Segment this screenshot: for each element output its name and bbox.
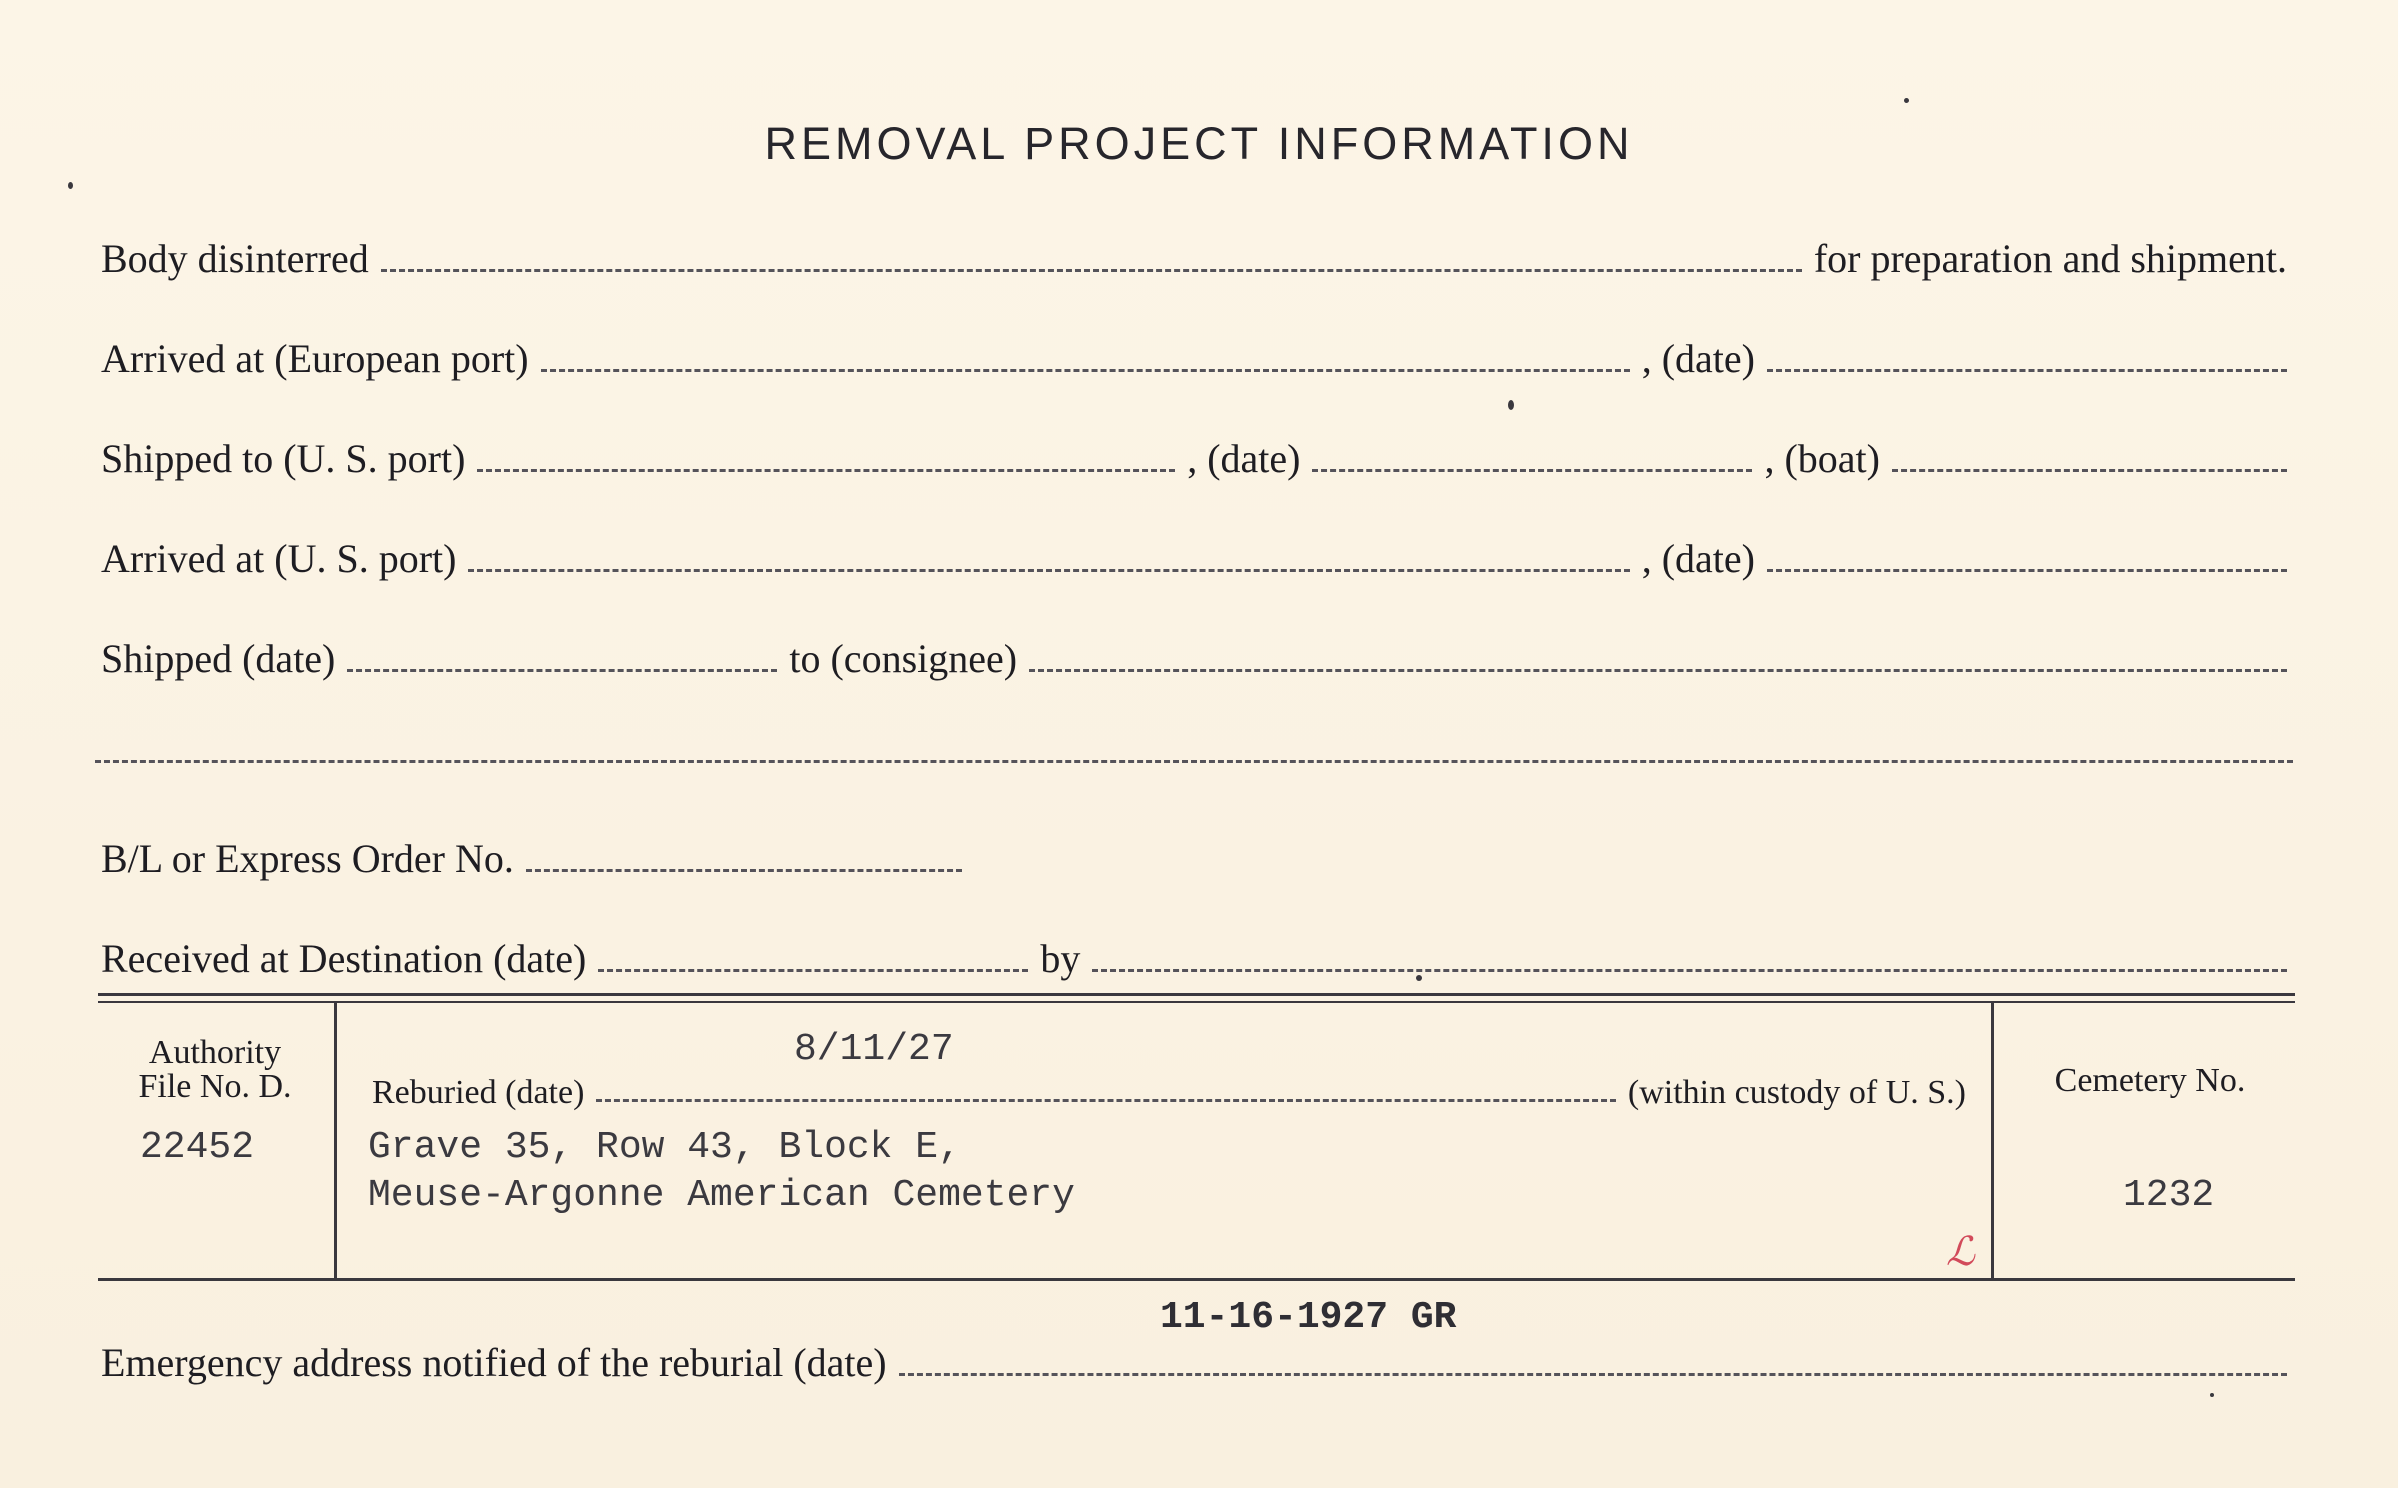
shipped-us-label: Shipped to (U. S. port) xyxy=(101,436,466,481)
paper-speck xyxy=(2210,1393,2214,1397)
arrived-us-port-line[interactable] xyxy=(468,569,1629,572)
box-top-rule-inner xyxy=(98,1001,2295,1003)
paper-speck xyxy=(1904,98,1909,103)
row-arrived-us xyxy=(95,522,2293,582)
box-divider-right xyxy=(1991,1003,1994,1278)
reburied-date-line[interactable] xyxy=(596,1099,1616,1102)
arrived-european-date-label: , (date) xyxy=(1641,336,1755,381)
shipped-us-boat-label: , (boat) xyxy=(1764,436,1880,481)
arrived-european-port-line[interactable] xyxy=(541,369,1630,372)
row-received xyxy=(95,922,2293,982)
box-divider-left xyxy=(334,1003,337,1278)
shipped-us-boat-line[interactable] xyxy=(1892,469,2287,472)
received-date-line[interactable] xyxy=(598,969,1028,972)
box-top-rule xyxy=(98,993,2295,996)
received-by-label: by xyxy=(1040,936,1081,981)
row-shipped-us xyxy=(95,422,2293,482)
body-disinterred-label: Body disinterred xyxy=(101,236,369,281)
authority-label-line2: File No. D. xyxy=(138,1068,292,1105)
shipped-us-date-label: , (date) xyxy=(1187,436,1301,481)
received-by-line[interactable] xyxy=(1092,969,2287,972)
authority-label xyxy=(110,1036,320,1104)
consignee-line[interactable] xyxy=(1029,669,2287,672)
arrived-european-date-line[interactable] xyxy=(1767,369,2287,372)
paper-speck xyxy=(1416,975,1422,981)
bl-order-line[interactable] xyxy=(526,869,962,872)
row-body-disinterred xyxy=(95,222,2293,282)
page-title: REMOVAL PROJECT INFORMATION xyxy=(764,118,1634,169)
cemetery-number: 1232 xyxy=(2123,1174,2215,1217)
authority-file-number: 22452 xyxy=(140,1126,255,1169)
row-shipped-date xyxy=(95,622,2293,682)
consignee-continuation-line[interactable] xyxy=(95,760,2293,763)
arrived-european-label: Arrived at (European port) xyxy=(101,336,529,381)
cemetery-label: Cemetery No. xyxy=(2054,1062,2246,1099)
row-bl-order xyxy=(95,822,968,882)
reburied-date-value: 8/11/27 xyxy=(794,1028,954,1071)
authority-label-line1: Authority xyxy=(148,1034,282,1071)
row-emergency xyxy=(95,1326,2293,1386)
custody-label: (within custody of U. S.) xyxy=(1627,1074,1966,1111)
emergency-date-value: 11-16-1927 GR xyxy=(1160,1296,1457,1339)
consignee-label: to (consignee) xyxy=(789,636,1018,681)
paper-speck xyxy=(68,182,73,189)
bl-order-label: B/L or Express Order No. xyxy=(101,836,514,881)
received-label: Received at Destination (date) xyxy=(101,936,587,981)
reburied-label: Reburied (date) xyxy=(372,1074,585,1111)
arrived-us-label: Arrived at (U. S. port) xyxy=(101,536,457,581)
shipped-us-date-line[interactable] xyxy=(1312,469,1752,472)
grave-location-line2: Meuse-Argonne American Cemetery xyxy=(368,1174,1075,1217)
shipped-date-line[interactable] xyxy=(347,669,777,672)
grave-location-line1: Grave 35, Row 43, Block E, xyxy=(368,1126,961,1169)
row-reburied xyxy=(366,1052,1972,1112)
box-bottom-rule xyxy=(98,1278,2295,1281)
body-disinterred-suffix: for preparation and shipment. xyxy=(1813,236,2287,281)
row-arrived-european xyxy=(95,322,2293,382)
shipped-us-port-line[interactable] xyxy=(477,469,1175,472)
arrived-us-date-line[interactable] xyxy=(1767,569,2287,572)
handwritten-initial: ℒ xyxy=(1946,1229,1975,1274)
arrived-us-date-label: , (date) xyxy=(1641,536,1755,581)
paper-speck xyxy=(1508,400,1514,410)
emergency-date-line[interactable] xyxy=(899,1373,2287,1376)
body-disinterred-line[interactable] xyxy=(381,269,1802,272)
emergency-label: Emergency address notified of the reburial (date) xyxy=(101,1340,887,1385)
shipped-date-label: Shipped (date) xyxy=(101,636,336,681)
